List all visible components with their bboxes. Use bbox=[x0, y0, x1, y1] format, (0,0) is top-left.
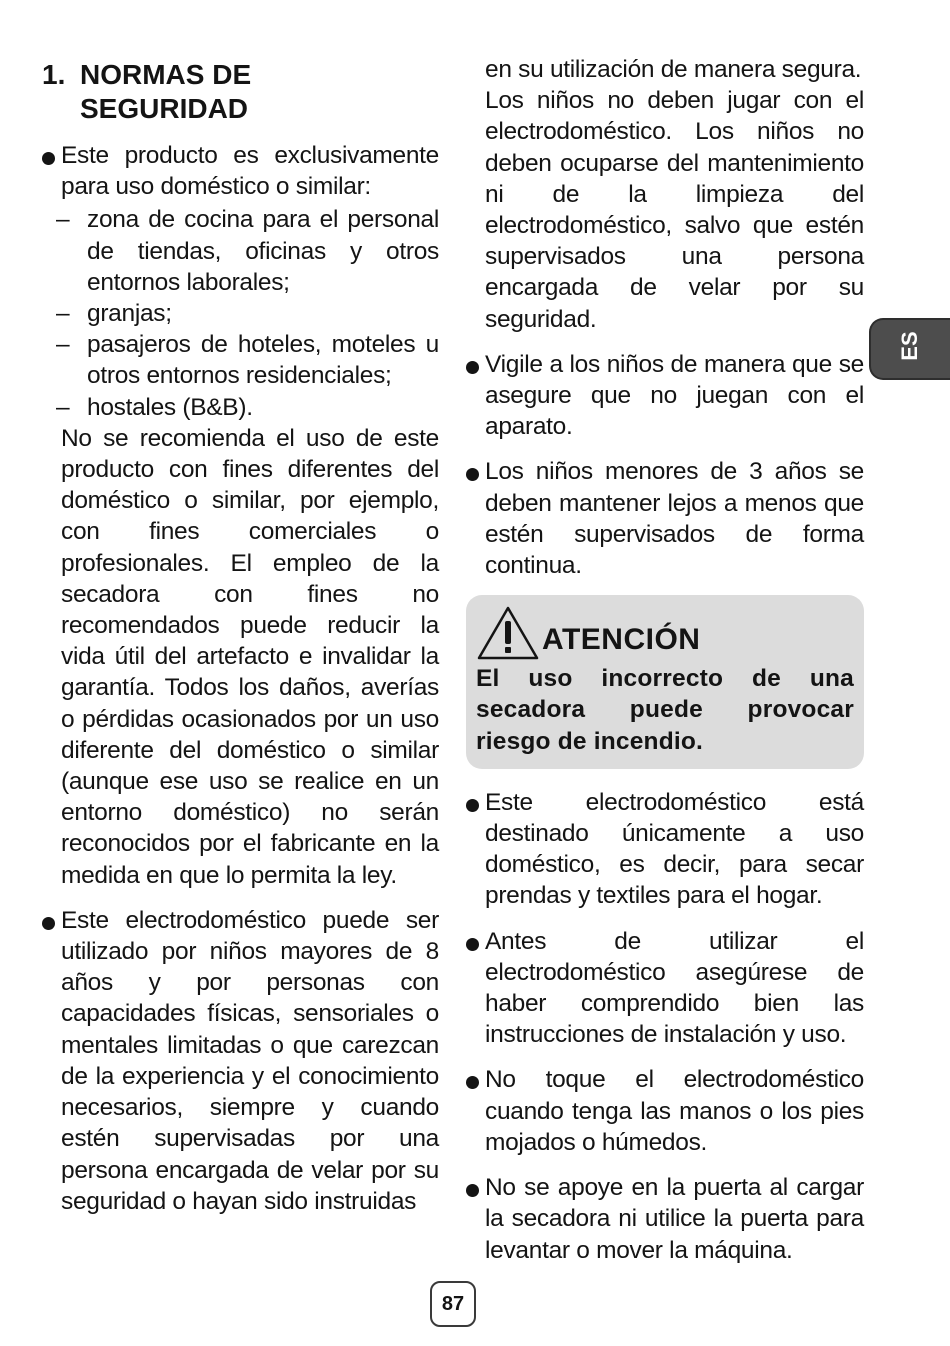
dash-item: – zona de cocina para el personal de tiendas, oficinas y otros entornos laborales; bbox=[42, 204, 439, 298]
bullet-text: Este producto es exclusivamente para uso doméstico o similar: bbox=[61, 142, 439, 201]
section-title-line1: NORMAS DE bbox=[80, 59, 252, 90]
bullet-text: No se apoye en la puerta al cargar la secadora ni utilice la puerta para levantar o mover la máquina. bbox=[485, 1174, 864, 1264]
bullet-text: Vigile a los niños de manera que se asegure que no juegan con el aparato. bbox=[485, 350, 864, 441]
bullet-text: No toque el electrodoméstico cuando tenga las manos o los pies mojados o húmedos. bbox=[485, 1066, 864, 1156]
right-column bbox=[466, 54, 864, 1280]
bullet-text: Los niños menores de 3 años se deben mantener lejos a menos que estén supervisados de forma continua. bbox=[485, 458, 864, 580]
warning-triangle-icon bbox=[476, 605, 540, 661]
bullet-children-persons bbox=[42, 905, 439, 1217]
dash-item: – pasajeros de hoteles, moteles u otros entornos residenciales; bbox=[42, 329, 439, 391]
bullet-dot-icon bbox=[466, 1184, 479, 1197]
bullet-dot-icon bbox=[42, 917, 55, 930]
bullet-supervise-children bbox=[466, 349, 864, 443]
warning-text: El uso incorrecto de una secadora puede provocar riesgo de incendio. bbox=[476, 665, 854, 755]
warning-box bbox=[466, 595, 864, 769]
page-number-label: 87 bbox=[441, 1292, 465, 1315]
section-heading bbox=[42, 58, 439, 126]
warning-title: ATENCIÓN bbox=[542, 623, 701, 657]
dash-item: – hostales (B&B). bbox=[42, 392, 439, 423]
left-column bbox=[42, 54, 439, 1231]
bullet-children-under-3 bbox=[466, 456, 864, 581]
bullet-text: Este electrodoméstico puede ser utilizado por niños mayores de 8 años y por personas con capacidades físicas, sensoriales o mentales limitadas o que carezcan de la experiencia y el conocimiento necesarios, siempre y cuando estén supervisadas por una persona encargada de velar por su seguridad o hayan sido instruidas bbox=[61, 906, 439, 1215]
bullet-intended-use bbox=[466, 787, 864, 912]
children-paragraph: Los niños no deben jugar con el electrodoméstico. Los niños no deben ocuparse del mantenimiento ni de la limpieza del electrodoméstico, salvo que estén supervisados una persona encargada de velar por su seguridad. bbox=[485, 87, 864, 333]
dash-list bbox=[61, 204, 439, 422]
bullet-text: Antes de utilizar el electrodoméstico asegúrese de haber comprendido bien las instrucciones de instalación y uso. bbox=[485, 927, 864, 1049]
language-tab-label: ES bbox=[897, 331, 922, 361]
bullet-dot-icon bbox=[466, 361, 479, 374]
dash-item: – granjas; bbox=[42, 298, 439, 329]
bullet-domestic-use bbox=[42, 140, 439, 423]
non-domestic-use-paragraph: No se recomienda el uso de este producto con fines diferentes del doméstico o similar, por ejemplo, con fines comerciales o profesionales. El empleo de la secadora con fines no recomendados puede reducir la vida útil del artefacto e invalidar la garantía. Todos los daños, averías o pérdidas ocasionados por un uso diferente del doméstico o similar (aunque ese uso se realice en un entorno doméstico) no serán reconocidos por el fabricante en la medida en que lo permita la ley. bbox=[61, 424, 439, 889]
section-title-line2: SEGURIDAD bbox=[80, 93, 249, 124]
bullet-text: Este electrodoméstico está destinado únicamente a uso doméstico, es decir, para secar prendas y textiles para el hogar. bbox=[485, 788, 864, 910]
language-tab bbox=[869, 318, 950, 380]
bullet-door-lean bbox=[466, 1172, 864, 1266]
bullet-dot-icon bbox=[466, 1076, 479, 1089]
bullet-dot-icon bbox=[466, 938, 479, 951]
section-number: 1. bbox=[42, 59, 66, 90]
bullet-dot-icon bbox=[466, 468, 479, 481]
bullet-wet-hands bbox=[466, 1064, 864, 1158]
bullet-dot-icon bbox=[42, 152, 55, 165]
bullet-read-instructions bbox=[466, 926, 864, 1051]
section-title bbox=[80, 58, 251, 126]
continuation-text: en su utilización de manera segura. bbox=[485, 56, 862, 83]
warning-header bbox=[476, 605, 854, 661]
bullet-dot-icon bbox=[466, 799, 479, 812]
page-number bbox=[430, 1281, 476, 1327]
